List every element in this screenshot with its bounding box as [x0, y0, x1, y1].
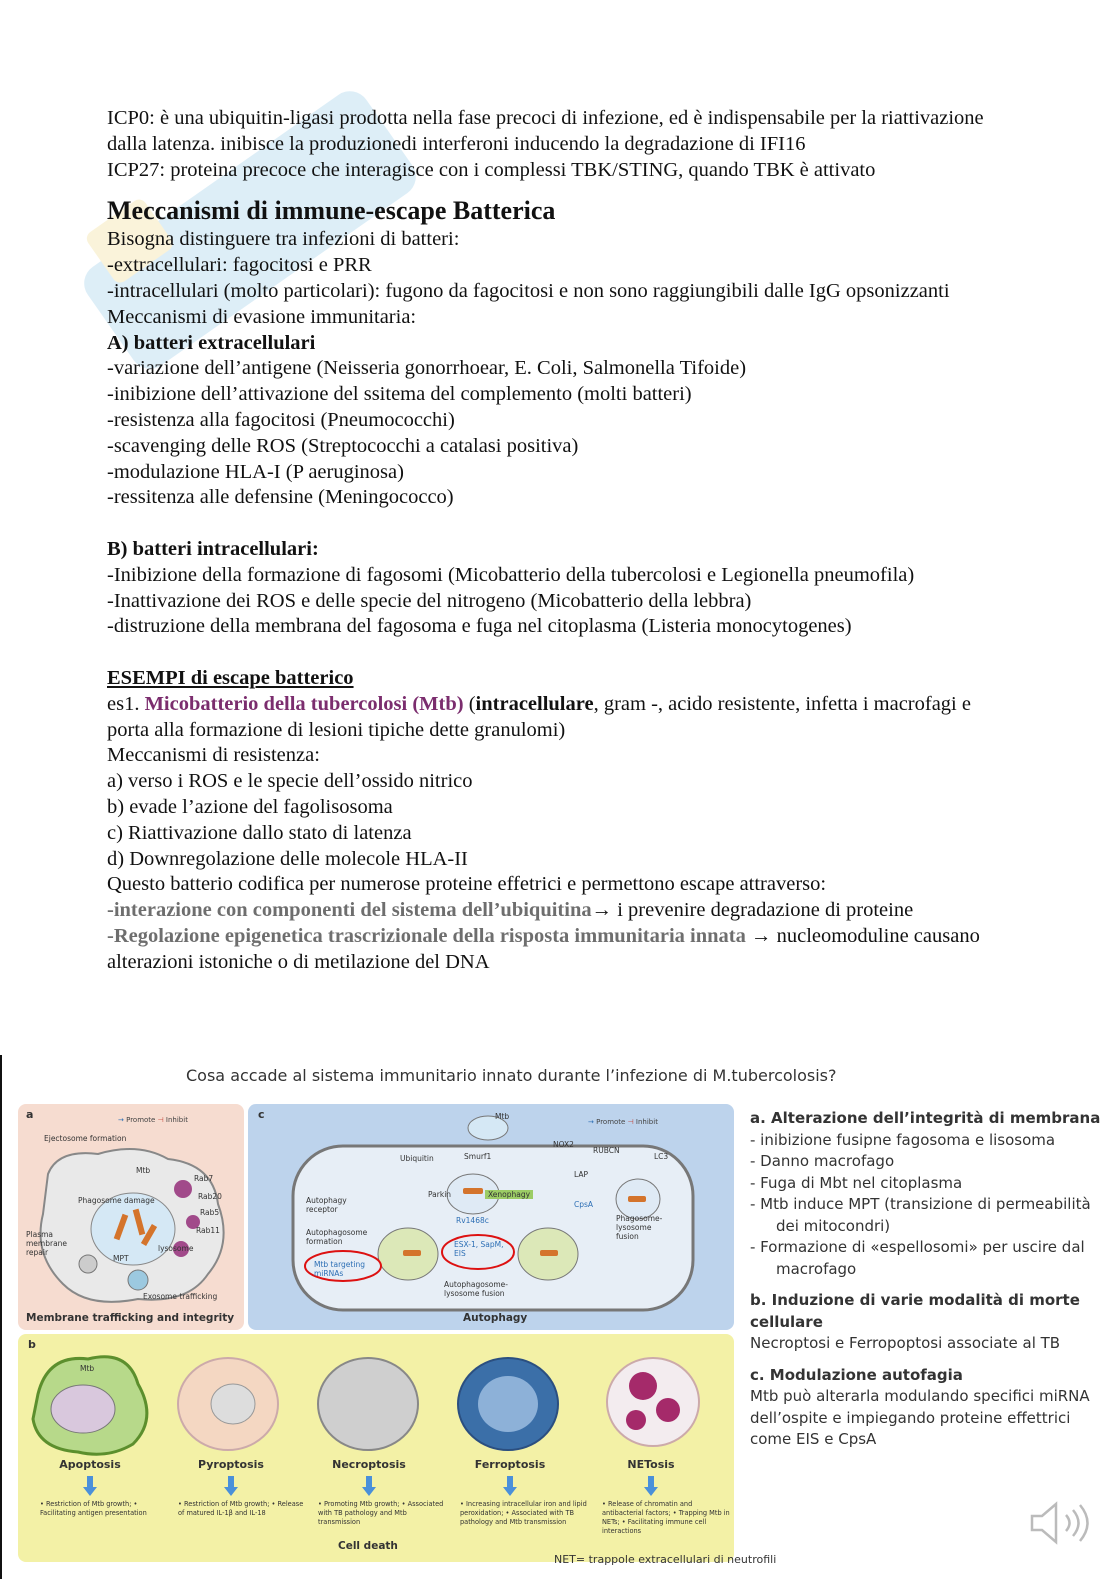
- example-prefix: es1.: [107, 692, 145, 715]
- epigenetic-line: [107, 924, 1007, 976]
- fig-label: Autophagy receptor: [306, 1196, 347, 1214]
- fig-label: Parkin: [428, 1190, 452, 1199]
- note-a-heading: a. Alterazione dell’integrità di membrana: [750, 1109, 1101, 1127]
- note-item: - Formazione di «espellosomi» per uscire dal macrofago: [750, 1238, 1085, 1278]
- mechanisms-heading: Meccanismi di resistenza:: [107, 744, 320, 767]
- list-item: -ressitenza alle defensine (Meningococco): [107, 486, 454, 509]
- arrow-down-icon: [224, 1476, 238, 1496]
- death-description: • Restriction of Mtb growth; • Facilitating antigen presentation: [40, 1500, 147, 1517]
- fig-label: Rv1468c: [456, 1216, 489, 1225]
- legend-promote: Promote: [126, 1116, 156, 1124]
- fig-label: Autophagosome-lysosome fusion: [444, 1280, 508, 1298]
- mechanism-item: d) Downregolazione delle molecole HLA-II: [107, 847, 468, 870]
- fig-label: ESX-1, SapM, EIS: [454, 1240, 504, 1258]
- fig-label: MPT: [113, 1254, 129, 1263]
- fig-label: NOX2: [553, 1140, 574, 1149]
- arrow-down-icon: [83, 1476, 97, 1496]
- fig-label: Rab5: [200, 1208, 220, 1217]
- intracellular-heading: B) batteri intracellulari:: [107, 537, 319, 560]
- fig-label: lysosome: [158, 1244, 194, 1253]
- note-c-text: Mtb può alterarla modulando specifici miRNA dell’ospite e impiegando proteine effettrici come EIS e CpsA: [750, 1387, 1090, 1448]
- panel-a-caption: Membrane trafficking and integrity: [26, 1312, 235, 1324]
- ubiquitin-rest: → i prevenire degradazione di proteine: [591, 899, 914, 922]
- fig-label: Phagosome damage: [78, 1196, 155, 1205]
- list-item: -Inattivazione dei ROS e delle specie del nitrogeno (Micobatterio della lebbra): [107, 589, 752, 612]
- list-item: -distruzione della membrana del fagosoma e fuga nel citoplasma (Listeria monocytogenes): [107, 615, 852, 638]
- legend: → Promote ⊣ Inhibit: [118, 1116, 188, 1124]
- panel-c: [248, 1104, 734, 1330]
- icp27-paragraph: ICP27: proteina precoce che interagisce con i complessi TBK/STING, quando TBK è attivato: [107, 158, 876, 181]
- panel-b-label: b: [28, 1338, 36, 1351]
- epigenetic-grey: -Regolazione epigenetica trascrizionale della risposta immunitaria innata: [107, 924, 746, 947]
- section-line: Meccanismi di evasione immunitaria:: [107, 305, 417, 328]
- fig-label: Xenophagy: [485, 1190, 533, 1199]
- mtb-figure: [16, 1060, 1106, 1575]
- document-body: [107, 106, 1007, 976]
- examples-heading: ESEMPI di escape batterico: [107, 666, 354, 689]
- figure-notes: [750, 1108, 1110, 1451]
- death-description: • Restriction of Mtb growth; • Release of matured IL-1β and IL-18: [178, 1500, 304, 1517]
- example-rest: , gram -, acido resistente, infetta i macrofagi e porta alla formazione di lesioni tipiche dette granulomi): [107, 692, 971, 741]
- fig-label: Plasma membrane repair: [26, 1230, 68, 1257]
- death-name: Ferroptosis: [474, 1458, 546, 1471]
- death-name: NETosis: [627, 1458, 675, 1471]
- panel-a-label: a: [26, 1108, 34, 1121]
- ubiquitin-line: [107, 898, 1007, 924]
- list-item: -Inibizione della formazione di fagosomi (Micobatterio della tubercolosi e Legionella pneumofila): [107, 563, 915, 586]
- extracellular-heading: A) batteri extracellulari: [107, 331, 316, 354]
- list-item: -scavenging delle ROS (Streptococchi a catalasi positiva): [107, 434, 579, 457]
- note-b-text: Necroptosi e Ferropoptosi associate al TB: [750, 1334, 1061, 1352]
- codifica-line: Questo batterio codifica per numerose proteine effetrici e permettono escape attraverso:: [107, 873, 827, 896]
- note-b-heading: b. Induzione di varie modalità di morte cellulare: [750, 1291, 1080, 1331]
- fig-label: LC3: [654, 1152, 669, 1161]
- fig-label: Rab20: [198, 1192, 222, 1201]
- panel-c-label: c: [258, 1108, 265, 1121]
- legend-inhibit: Inhibit: [635, 1118, 658, 1126]
- epigenetic-rest: → nucleomoduline causano alterazioni istoniche o di metilazione del DNA: [107, 924, 980, 973]
- intracellular-word: intracellulare: [475, 692, 594, 715]
- panel-a: [18, 1104, 244, 1330]
- death-name: Apoptosis: [59, 1458, 121, 1471]
- panel-b: [18, 1334, 734, 1562]
- fig-label: Exosome trafficking: [143, 1292, 218, 1301]
- fig-label: CpsA: [574, 1200, 594, 1209]
- fig-label: LAP: [574, 1170, 589, 1179]
- arrow-down-icon: [362, 1476, 376, 1496]
- list-item: -modulazione HLA-I (P aeruginosa): [107, 460, 404, 483]
- death-name: Pyroptosis: [198, 1458, 264, 1471]
- fig-label: Mtb: [136, 1166, 151, 1175]
- mechanism-item: c) Riattivazione dallo stato di latenza: [107, 821, 412, 844]
- section-title: Meccanismi di immune-escape Batterica: [107, 196, 556, 226]
- fig-label: Rab11: [196, 1226, 220, 1235]
- note-item: - Fuga di Mbt nel citoplasma: [750, 1173, 963, 1192]
- note-item: - Danno macrofago: [750, 1152, 895, 1170]
- fig-label: Ejectosome formation: [44, 1134, 127, 1143]
- legend: → Promote ⊣ Inhibit: [588, 1118, 658, 1126]
- legend-promote: Promote: [596, 1118, 626, 1126]
- figure-title: Cosa accade al sistema immunitario innato durante l’infezione di M.tubercolosis?: [186, 1066, 837, 1085]
- mechanism-item: a) verso i ROS e le specie dell’ossido nitrico: [107, 770, 473, 793]
- speaker-icon[interactable]: [1026, 1500, 1096, 1546]
- death-description: • Release of chromatin and antibacterial factors; • Trapping Mtb in NETs; • Facilitating immune cell interactions: [602, 1500, 730, 1535]
- paren-open: (: [463, 692, 476, 715]
- note-c-heading: c. Modulazione autofagia: [750, 1365, 963, 1384]
- fig-label: Smurf1: [464, 1152, 492, 1161]
- fig-label: Mtb: [80, 1364, 95, 1373]
- net-footnote: NET= trappole extracellulari di neutrofili: [554, 1553, 777, 1566]
- fig-label: Rab7: [194, 1174, 214, 1183]
- icp0-paragraph: ICP0: è una ubiquitin-ligasi prodotta nella fase precoci di infezione, ed è indispensabile per la riattivazione dalla latenza. inibisce la produzionedi interferoni inducendo la degradazione di IFI16: [107, 107, 984, 155]
- left-border-line: [0, 1055, 2, 1579]
- death-name: Necroptosis: [332, 1458, 406, 1471]
- fig-label: Autophagosome formation: [306, 1228, 368, 1246]
- section-line: -extracellulari: fagocitosi e PRR: [107, 254, 372, 277]
- fig-label: RUBCN: [593, 1146, 620, 1155]
- fig-label: Mtb targeting miRNAs: [314, 1260, 365, 1278]
- death-description: • Promoting Mtb growth; • Associated with TB pathology and Mtb transmission: [318, 1500, 444, 1526]
- note-item: - Mtb induce MPT (transizione di permeabilità dei mitocondri): [750, 1195, 1091, 1235]
- panel-c-caption: Autophagy: [463, 1312, 528, 1324]
- arrow-down-icon: [503, 1476, 517, 1496]
- panel-b-caption: Cell death: [338, 1540, 398, 1552]
- note-item: - inibizione fusipne fagosoma e lisosoma: [750, 1130, 1056, 1149]
- mechanism-item: b) evade l’azione del fagolisosoma: [107, 795, 393, 818]
- section-line: Bisogna distinguere tra infezioni di batteri:: [107, 228, 460, 251]
- section-line: -intracellulari (molto particolari): fugono da fagocitosi e non sono raggiungibili dalle IgG opsonizzanti: [107, 279, 950, 302]
- mtb-name: Micobatterio della tubercolosi (Mtb): [144, 692, 464, 715]
- example-1: [107, 692, 1007, 744]
- ubiquitin-grey: -interazione con componenti del sistema dell’ubiquitina: [107, 899, 592, 922]
- legend-inhibit: Inhibit: [165, 1116, 188, 1124]
- list-item: -resistenza alla fagocitosi (Pneumococchi): [107, 408, 455, 431]
- death-description: • Increasing intracellular iron and lipid peroxidation; • Associated with TB pathology and Mtb transmission: [460, 1500, 587, 1526]
- fig-label: Mtb: [495, 1112, 510, 1121]
- fig-label: Phagosome-lysosome fusion: [616, 1214, 663, 1241]
- list-item: -variazione dell’antigene (Neisseria gonorrhoear, E. Coli, Salmonella Tifoide): [107, 357, 747, 380]
- list-item: -inibizione dell’attivazione del ssitema del complemento (molti batteri): [107, 383, 692, 406]
- fig-label: Ubiquitin: [400, 1154, 434, 1163]
- arrow-down-icon: [644, 1476, 658, 1496]
